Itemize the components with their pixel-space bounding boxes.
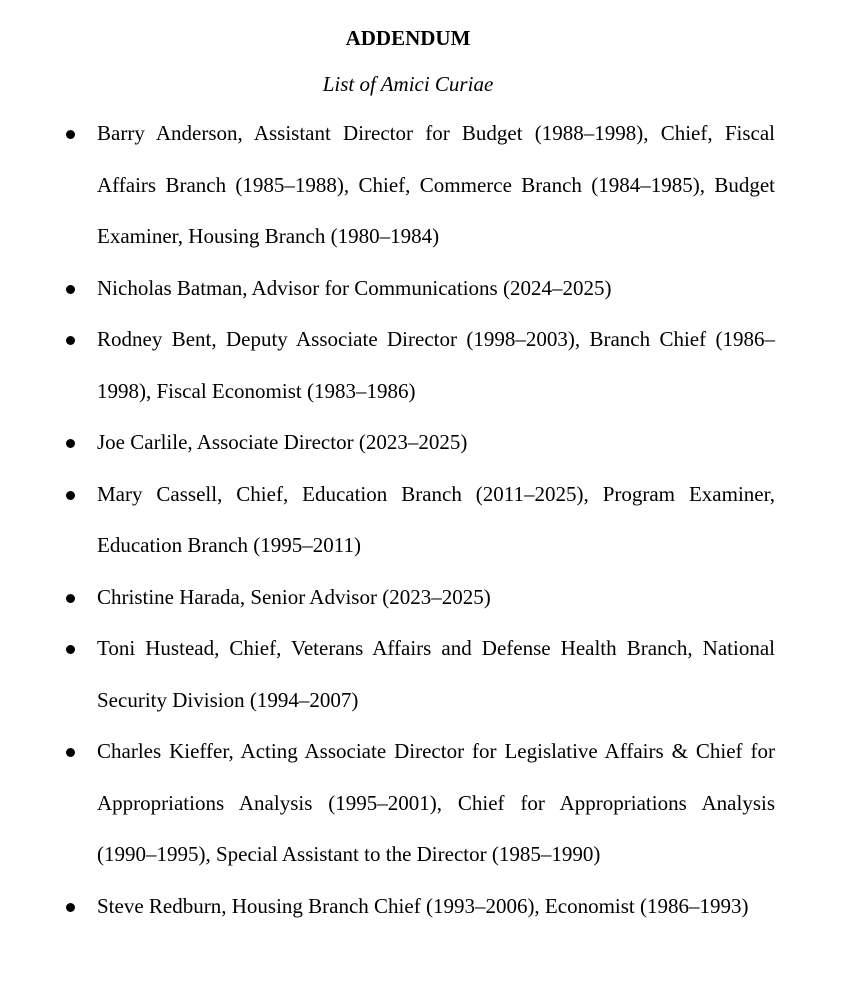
page-title: ADDENDUM [345, 26, 471, 50]
list-item-anderson [0, 108, 775, 263]
list-item-kieffer [0, 726, 775, 881]
amicus-entry: Christine Harada, Senior Advisor (2023–2025) [97, 584, 491, 609]
list-item-bent [0, 314, 775, 417]
amicus-entry: Steve Redburn, Housing Branch Chief (1993–2006), Economist (1986–1993) [97, 893, 749, 918]
bullet-icon [66, 439, 75, 448]
list-item-carlile [0, 417, 775, 469]
bullet-icon [66, 645, 75, 654]
amicus-entry: Barry Anderson, Assistant Director for Budget (1988–1998), Chief, Fiscal Affairs Branch (1985–1988), Chief, Commerce Branch (1984–1985), Budget Examiner, Housing Branch (1980–1984) [97, 121, 775, 248]
amicus-entry: Mary Cassell, Chief, Education Branch (2011–2025), Program Examiner, Education Branch (1995–2011) [97, 481, 775, 557]
page-subtitle: List of Amici Curiae [322, 72, 494, 96]
list-item-harada [0, 572, 775, 624]
amicus-entry: Joe Carlile, Associate Director (2023–2025) [97, 430, 468, 454]
list-item-redburn [0, 881, 775, 933]
bullet-icon [66, 336, 75, 345]
bullet-icon [66, 748, 75, 757]
list-item-cassell [0, 469, 775, 572]
bullet-icon [66, 903, 75, 912]
amici-list [0, 108, 775, 932]
list-item-hustead [0, 623, 775, 726]
amicus-entry: Nicholas Batman, Advisor for Communications (2024–2025) [97, 275, 612, 300]
bullet-icon [66, 130, 75, 139]
amicus-entry: Charles Kieffer, Acting Associate Director for Legislative Affairs & Chief for Appropriations Analysis (1995–2001), Chief for Appropriations Analysis (1990–1995), Special Assistant to the Director (1985–1990) [97, 739, 775, 866]
bullet-icon [66, 491, 75, 500]
amicus-entry: Toni Hustead, Chief, Veterans Affairs and Defense Health Branch, National Security Division (1994–2007) [97, 636, 775, 712]
amicus-entry: Rodney Bent, Deputy Associate Director (1998–2003), Branch Chief (1986–1998), Fiscal Economist (1983–1986) [97, 327, 775, 403]
bullet-icon [66, 594, 75, 603]
bullet-icon [66, 285, 75, 294]
list-item-batman [0, 263, 775, 315]
